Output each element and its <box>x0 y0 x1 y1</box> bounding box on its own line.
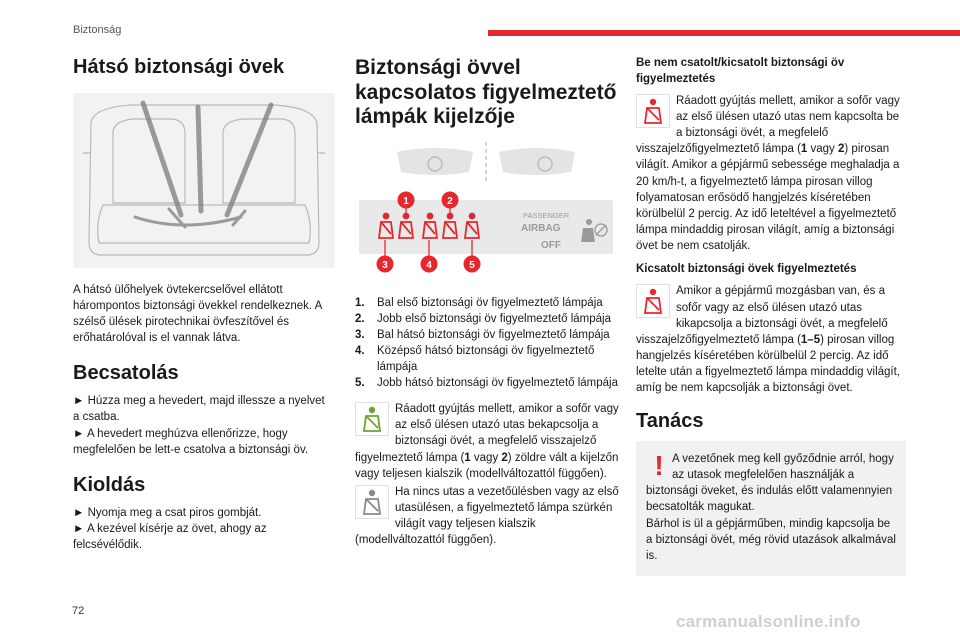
lamp-legend-list <box>355 295 620 392</box>
note-unbuckled <box>636 93 906 254</box>
list-item: 1. Bal első biztonsági öv figyelmeztető lámpája <box>355 296 603 309</box>
release-step-2: ► A kezével kísérje az övet, ahogy az felcsévélődik. <box>73 522 267 551</box>
note-fastened <box>355 401 620 481</box>
mirror-left <box>397 148 473 175</box>
title-warning-lamps: Biztonsági övvel kapcsolatos figyelmeztető lámpák kijelzője <box>355 56 617 129</box>
note-no-passenger-text: Ha nincs utas a vezetőülésben vagy az első utasülésen, a figyelmeztető lámpa szürkén világít vagy teljesen kialszik (modellváltozattól függően). <box>355 485 619 546</box>
note-unbuckled-text: Ráadott gyújtás mellett, amikor a sofőr vagy az első ülésen utazó utas nem kapcsolta be a biztonsági övét, a megfelelő visszajelzőfigyelmeztető lámpa (1 vagy 2) pirosan világít. Amikor a gépjármű sebessége meghaladja a 20 km/h-t, a figyelmeztető lámpa pirosan villog folyamatosan erősödő hangjelzés kíséretében körülbelül 2 percig. Az idő leteltével a figyelmeztető lámpa mindaddig pirosan világít, amíg a biztonsági övet be nem csatolják. <box>636 95 900 252</box>
title-fasten: Becsatolás <box>73 362 179 385</box>
warning-exclamation-icon: ! <box>654 450 664 482</box>
fasten-step-1: ► Húzza meg a hevedert, majd illessze a nyelvet a csatba. <box>73 395 325 424</box>
heading-unbuckled-warning: Be nem csatolt/kicsatolt biztonsági öv figyelmeztetés <box>636 57 845 85</box>
callout-4-text: 4 <box>426 259 432 271</box>
section-header: Biztonság <box>73 24 122 36</box>
note-no-passenger <box>355 484 620 548</box>
note-unfastened <box>636 283 906 396</box>
list-item: 4. Középső hátsó biztonsági öv figyelmeztető lámpája <box>355 344 595 374</box>
panel-airbag-label: AIRBAG <box>521 222 561 234</box>
callout-5-text: 5 <box>469 259 475 271</box>
header-accent-bar <box>488 30 960 36</box>
note-unfastened-text: Amikor a gépjármű mozgásban van, és a sofőr vagy az első ülésen utazó utas kikapcsolja a biztonsági övét, a megfelelő visszajelzőfigyelmeztető lámpa (1–5) pirosan villog hangjelzés kíséretében körülbelül 2 percig. Az idő letelte után a figyelmeztető lámpa mindaddig világít, amíg be nem kapcsolják a biztonsági övet. <box>636 285 901 395</box>
title-rear-seatbelts: Hátsó biztonsági övek <box>73 56 285 78</box>
green-seatbelt-icon <box>355 402 389 436</box>
callout-2-text: 2 <box>447 195 453 207</box>
list-item: 2. Jobb első biztonsági öv figyelmeztető lámpája <box>355 312 611 325</box>
red-seatbelt-icon <box>636 284 670 318</box>
callout-3-text: 3 <box>382 259 388 271</box>
column-left <box>73 56 333 553</box>
red-seatbelt-icon <box>636 94 670 128</box>
release-step-1: ► Nyomja meg a csat piros gombját. <box>73 506 262 519</box>
column-right <box>636 56 906 576</box>
title-advice: Tanács <box>636 410 704 433</box>
note-fastened-text: Ráadott gyújtás mellett, amikor a sofőr vagy az első ülésen utazó utas bekapcsolja a biztonsági övét, a megfelelő visszajelző figyelmeztető lámpa (1 vagy 2) zöldre vált a kijelzőn vagy teljesen kialszik (modellváltozattól függően). <box>355 403 619 480</box>
mirror-right <box>499 148 575 175</box>
title-release: Kioldás <box>73 473 146 496</box>
advice-box <box>636 441 906 576</box>
column-middle <box>355 56 620 548</box>
lamp-display-diagram <box>355 138 620 283</box>
panel-off-label: OFF <box>541 239 561 251</box>
panel-passenger-label: PASSENGER <box>523 210 570 220</box>
rear-seat-drawing <box>73 93 335 268</box>
list-item: 5. Jobb hátsó biztonsági öv figyelmeztető lámpája <box>355 377 619 390</box>
rear-belts-intro: A hátsó ülőhelyek övtekercselővel ellátott hárompontos biztonsági övekkel rendelkeznek. A szélső ülések pirotechnikai övfeszítővel és erőhatárolóval is el vannak látva. <box>73 284 322 345</box>
advice-text-2: Bárhol is ül a gépjárműben, mindig kapcsolja be a biztonsági övét, még rövid utazások alkalmával is. <box>646 517 896 562</box>
gray-seatbelt-icon <box>355 485 389 519</box>
lamp-panel-svg <box>355 138 617 278</box>
advice-text-1: A vezetőnek meg kell győződnie arról, hogy az utasok megfelelően használják a biztonsági öveket, és indulás előtt valamennyien becsatolták magukat. <box>646 453 894 514</box>
list-item: 3. Bal hátsó biztonsági öv figyelmeztető lámpája <box>355 328 610 341</box>
page-number: 72 <box>72 605 85 617</box>
watermark: carmanualsonline.info <box>676 612 861 631</box>
callout-1-text: 1 <box>403 195 409 207</box>
heading-unfastened-warning: Kicsatolt biztonsági övek figyelmeztetés <box>636 262 857 275</box>
rear-seat-illustration <box>73 93 335 268</box>
fasten-step-2: ► A hevedert meghúzva ellenőrizze, hogy megfelelően be lett-e csatolva a biztonsági öv. <box>73 427 309 456</box>
